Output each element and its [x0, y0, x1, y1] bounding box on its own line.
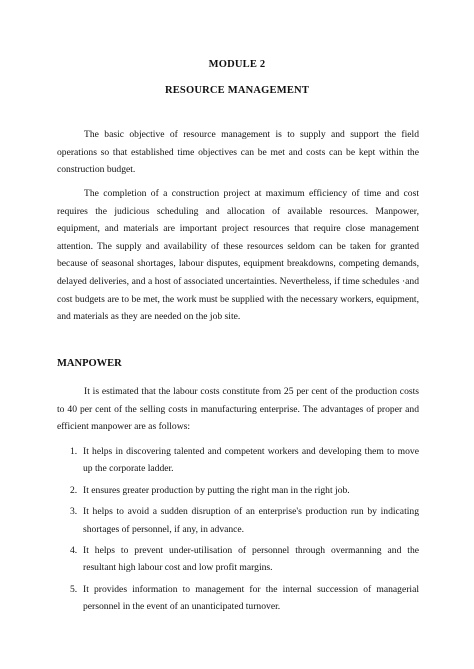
- list-item: [57, 542, 419, 577]
- list-item-number: 1.: [70, 446, 78, 457]
- paragraph-manpower-intro: It is estimated that the labour costs constitute from 25 per cent of the production costs to 40 per cent of the selling costs in manufacturing enterprise. The advantages of proper and efficient manpower are as follows:: [57, 386, 419, 433]
- list-item-text: It helps to avoid a sudden disruption of an enterprise's production run by indicating shortages of personnel, if any, in advance.: [83, 506, 419, 535]
- section-heading-manpower: MANPOWER: [57, 358, 122, 369]
- list-item-text: It ensures greater production by putting the right man in the right job.: [83, 484, 350, 496]
- document-title: RESOURCE MANAGEMENT: [164, 85, 310, 96]
- paragraph-completion: The completion of a construction project at maximum efficiency of time and cost requires the judicious scheduling and allocation of available resources. Manpower, equipment, and materials are important project resources that require close management attention. The supply and availability of these resources seldom can be taken for granted because of seasonal shortages, labour disputes, equipment breakdowns, competing demands, delayed deliveries, and a host of associated uncertainties. Nevertheless, if time schedules ·and cost budgets are to be met, the work must be supplied with the necessary workers, equipment, and materials as they are needed on the job site.: [57, 188, 419, 323]
- list-item: [57, 581, 419, 616]
- list-item: [57, 482, 419, 499]
- list-item-text: It helps in discovering talented and competent workers and developing them to move up the corporate ladder.: [83, 446, 419, 475]
- advantages-list: [57, 443, 419, 620]
- list-item: [57, 503, 419, 538]
- list-item-number: 2.: [70, 484, 78, 496]
- list-item-number: 5.: [70, 583, 78, 595]
- list-item-text: It provides information to management for the internal succession of managerial personnel in the event of an unanticipated turnover.: [83, 583, 419, 613]
- list-item-number: 4.: [70, 545, 78, 557]
- list-item-text: It helps to prevent under-utilisation of personnel through overmanning and the resultant high labour cost and low profit margins.: [83, 545, 419, 574]
- module-title: MODULE 2: [208, 59, 266, 70]
- paragraph-objective: The basic objective of resource management is to supply and support the field operations so that established time objectives can be met and costs can be kept within the construction budget.: [57, 129, 419, 176]
- list-item: [57, 443, 419, 478]
- list-item-number: 3.: [70, 506, 78, 518]
